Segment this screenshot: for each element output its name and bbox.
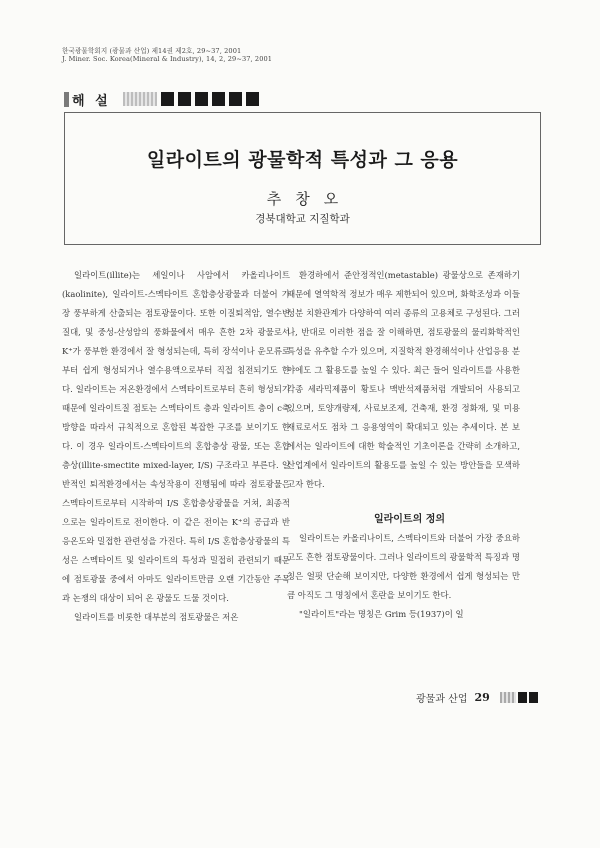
footer-block [518, 692, 527, 703]
body-paragraph: 일라이트를 비롯한 대부분의 점토광물은 저온 [74, 612, 239, 622]
banner-blocks [161, 92, 259, 106]
author-affiliation: 경북대학교 지질학과 [255, 213, 350, 225]
journal-header-english: J. Miner. Soc. Korea(Mineral & Industry), 14, 2, 29~37, 2001 [62, 55, 273, 63]
journal-header-korean: 한국광물학회지 (광물과 산업) 제14권 제2호, 29~37, 2001 [62, 47, 242, 55]
body-paragraph: 일라이트는 카올리나이트, 스멕타이트와 더불어 가장 중요하고도 흔한 점토광물이다. 그러나 일라이트의 광물학적 특징과 명칭은 얼핏 단순해 보이지만, 다양한 환경에서 쉽게 형성되는 만큼 아직도 그 명칭에서 혼란을 보이기도 한다. [287, 533, 520, 600]
section-banner [64, 90, 259, 108]
banner-block [212, 92, 225, 106]
banner-block [195, 92, 208, 106]
body-column-right [287, 266, 520, 624]
banner-block [229, 92, 242, 106]
banner-block [161, 92, 174, 106]
footer-block [529, 692, 538, 703]
banner-block [246, 92, 259, 106]
page-footer [416, 690, 538, 705]
section-marker [64, 92, 69, 107]
banner-block [178, 92, 191, 106]
body-column-left [62, 266, 290, 627]
section-subheading: 일라이트의 정의 [373, 514, 446, 525]
footer-journal-name: 광물과 산업 [416, 694, 468, 705]
page-number: 29 [474, 691, 490, 704]
body-paragraph: 환경하에서 준안정적인(metastable) 광물상으로 존재하기 때문에 열역학적 정보가 매우 제한되어 있으며, 화학조성과 이들 성분 치환관계가 다양하여 여러 종류의 고용체로 구성된다. 그러나, 반대로 이러한 점을 잘 이해하면, 점토광물의 물리화학적인 특성을 유추할 수가 있으며, 지질학적 환경해석이나 산업응용 분야에도 그 활용도를 높일 수 있다. 최근 들어 일라이트를 사용한 각종 세라믹제품이 황토나 맥반석제품처럼 개발되어 사용되고 있으며, 토양개량제, 사료보조제, 건축재, 환경 정화재, 및 미용재료로서도 점차 그 응용영역이 확대되고 있는 추세이다. 본 보에서는 일라이트에 대한 학술적인 기초이론을 간략히 소개하고, 산업계에서 일라이트의 활용도를 높일 수 있는 방안들을 모색하고자 한다. [287, 270, 520, 489]
body-paragraph: "일라이트"라는 명칭은 Grim 등(1937)이 일 [299, 609, 464, 619]
article-title: 일라이트의 광물학적 특성과 그 응용 [146, 149, 459, 171]
footer-gradient [500, 692, 516, 703]
title-box [64, 112, 541, 245]
author-name: 추창오 [266, 190, 353, 208]
footer-decoration [500, 692, 538, 703]
body-paragraph: 일라이트(illite)는 셰일이나 사암에서 카올리나이트(kaolinite), 일라이트-스멕타이트 혼합층상광물과 더불어 가장 풍부하게 산출되는 점토광물이다. 또한 이질퇴적암, 열수변질대, 및 중성-산성암의 풍화물에서 매우 흔한 2차 광물로서 K⁺가 풍부한 환경에서 잘 형성되는데, 특히 장석이나 운모류로부터 쉽게 형성되거나 열수용액으로부터 직접 침전되기도 한다. 일라이트는 저온환경에서 스멕타이트로부터 흔히 형성되기 때문에 일라이트질 점토는 스멕타이트 층과 일라이트 층이 c축 방향을 따라서 규칙적으로 혼합된 복잡한 구조를 보이기도 한다. 이 경우 일라이트-스멕타이트의 혼합층상 광물, 또는 혼합층상(illite-smectite mixed-layer, I/S) 구조라고 부른다. 일반적인 퇴적환경에서는 속성작용이 진행됨에 따라 점토광물은 스멕타이트로부터 시작하여 I/S 혼합층상광물을 거쳐, 최종적으로는 일라이트로 전이한다. 이 같은 전이는 K⁺의 공급과 반응온도와 밀접한 관련성을 가진다. 특히 I/S 혼합층상광물의 특성은 스멕타이트 및 일라이트의 특성과 밀접히 관련되기 때문에 점토광물 중에서 아마도 일라이트만큼 오랜 기간동안 주목과 논쟁의 대상이 되어 온 광물도 드물 것이다. [62, 270, 290, 603]
section-label: 해 설 [72, 93, 111, 109]
banner-gradient [123, 92, 157, 106]
